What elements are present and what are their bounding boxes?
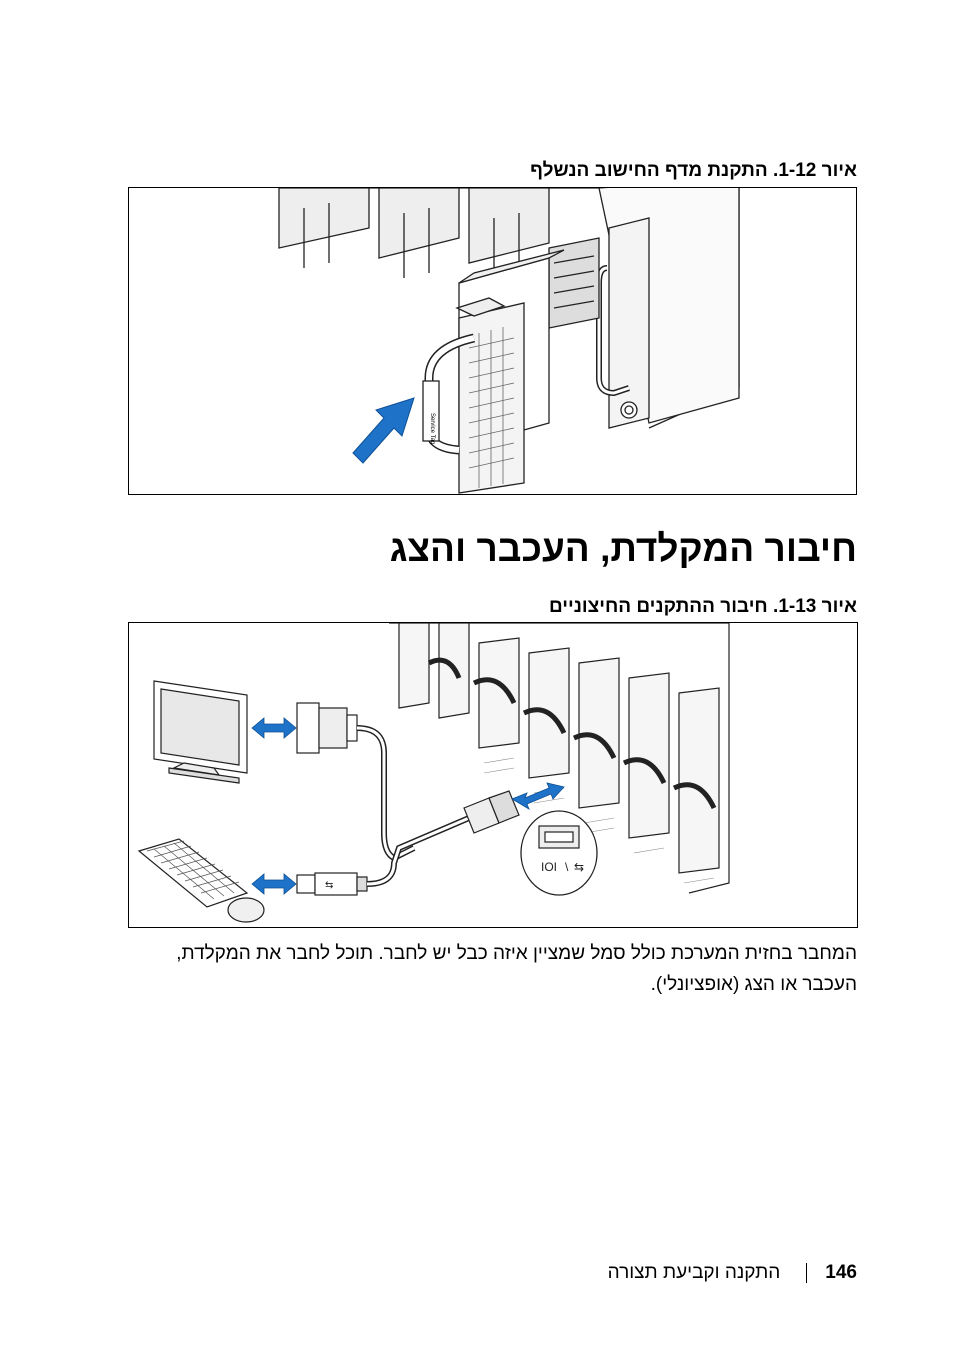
vga-connector-icon — [297, 703, 357, 753]
svg-text:⇆: ⇆ — [574, 860, 585, 874]
service-tag-label: Service Tag — [429, 413, 435, 445]
page-footer — [608, 1262, 857, 1286]
figure-12-caption: איור 1-12. התקנת מדף החישוב הנשלף — [530, 160, 857, 181]
svg-text:⇆: ⇆ — [325, 880, 334, 891]
keyboard-connection-arrow-icon — [252, 874, 296, 894]
monitor-connection-arrow-icon — [252, 718, 296, 738]
mouse-icon — [228, 898, 264, 922]
svg-text:IOI: IOI — [541, 860, 558, 874]
usb-port-callout — [521, 811, 597, 895]
monitor-icon — [154, 681, 247, 783]
section-heading: חיבור המקלדת, העכבר והצג — [389, 528, 857, 569]
body-paragraph: המחבר בחזית המערכת כולל סמל שמציין איזה כבל יש לחבר. תוכל לחבר את המקלדת, העכבר או הצג (אופציונלי). — [176, 943, 857, 995]
usb-connector-icon — [297, 873, 367, 895]
external-devices-drawing — [129, 623, 857, 927]
footer-divider — [806, 1263, 807, 1283]
port-connection-arrow-icon — [512, 783, 564, 809]
page-number: 146 — [825, 1262, 857, 1283]
figure-13-illustration — [128, 622, 858, 928]
figure-12-illustration — [128, 187, 857, 495]
figure-13-caption: איור 1-13. חיבור ההתקנים החיצוניים — [548, 596, 857, 617]
sled-installation-drawing — [129, 188, 856, 494]
keyboard-icon — [139, 839, 247, 907]
footer-title: התקנה וקביעת תצורה — [607, 1262, 781, 1283]
svg-text:\: \ — [565, 860, 569, 874]
insertion-arrow-icon — [353, 398, 414, 463]
